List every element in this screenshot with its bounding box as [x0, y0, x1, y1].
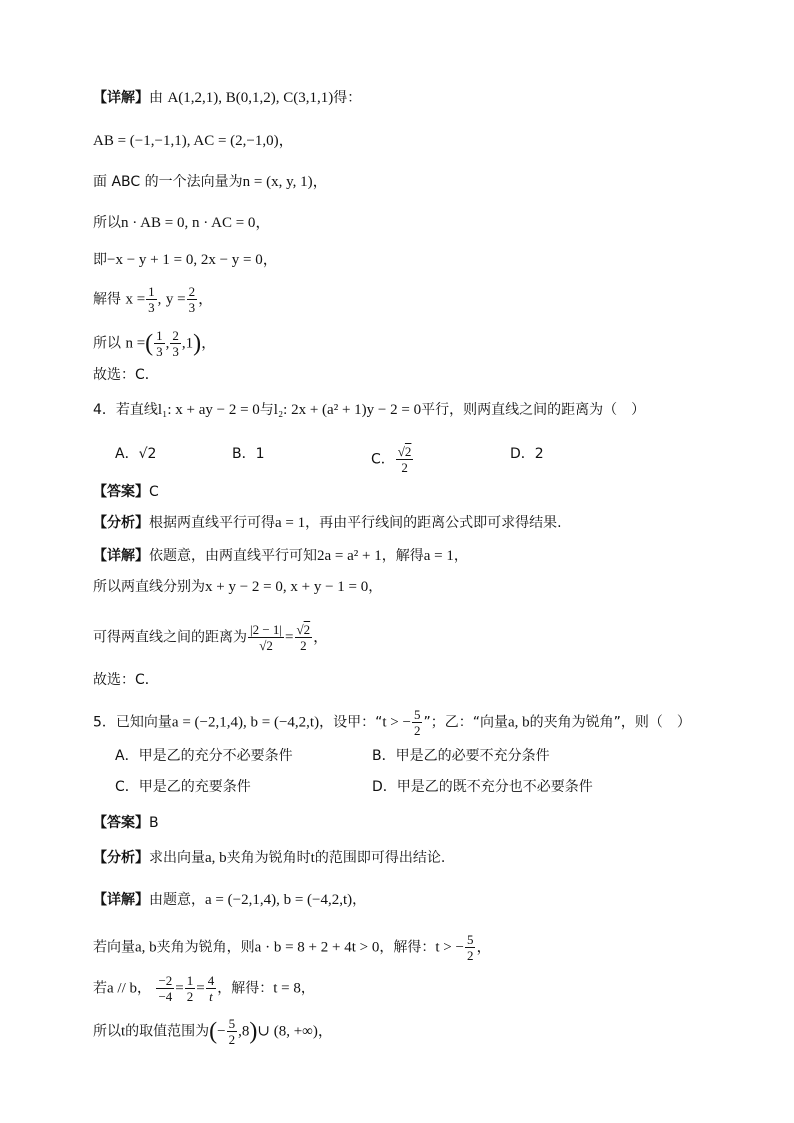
sqrt2-over-2: $\frac{√2}{2}$ [397, 444, 412, 475]
q4-option-c: C． $\frac{√2}{2}$ [371, 444, 412, 475]
fraction-two-thirds: $\frac{2}{3}$ [188, 284, 196, 315]
vectors-ab: a = (−2,1,4), b = (−4,2,t) [171, 714, 320, 731]
prev-choose: 故选：C． [93, 367, 159, 383]
q5-analysis: 【分析】求出向量a, b夹角为锐角时t的范围即可得出结论. [93, 850, 446, 866]
q4-lines: 所以两直线分别为x + y − 2 = 0, x + y − 1 = 0， [93, 579, 383, 595]
q5-parallel: 若a // b， $\frac{-2}{-4}$ = $\frac{1}{2}$ = $\frac{4}{t}$ ，解得：t = 8， [93, 973, 315, 1004]
q4-option-b: B．1 [232, 446, 265, 462]
solve-line: 解得 x = $\frac{1}{3}$ , y = $\frac{2}{3}$ ， [93, 284, 214, 315]
line-l1: l₁: x + ay − 2 = 0 [157, 402, 260, 418]
equation-line: 即−x − y + 1 = 0, 2x − y = 0， [93, 252, 278, 268]
prev-detail-line: 【详解】由 A(1,2,1), B(0,1,2), C(3,1,1)得： [93, 90, 362, 106]
normal-vector-line: 面 ABC 的一个法向量为n = (x, y, 1)， [93, 174, 328, 190]
q5-detail: 【详解】由题意，a = (−2,1,4), b = (−4,2,t)， [93, 892, 367, 908]
q4-analysis: 【分析】根据两直线平行可得a = 1，再由平行线间的距离公式即可求得结果. [93, 515, 562, 531]
q5-option-c: C．甲是乙的充要条件 [115, 779, 251, 795]
q5-acute: 若向量a, b夹角为锐角，则a · b = 8 + 2 + 4t > 0，解得：t > − $\frac{5}{2}$ ， [93, 932, 492, 963]
q5-stem: 5．已知向量a = (−2,1,4), b = (−4,2,t)，设甲：“t > − $\frac{5}{2}$ ”；乙：“向量a, b的夹角为锐角”，则（ ） [93, 707, 691, 738]
dot-formula: n · AB = 0, n · AC = 0， [121, 215, 271, 231]
q5-option-a: A．甲是乙的充分不必要条件 [115, 748, 293, 764]
distance-fraction: $\frac{|2 - 1|}{√2}$ [250, 622, 283, 653]
line-l2: l₂: 2x + (a² + 1)y − 2 = 0 [273, 402, 422, 418]
q4-choose: 故选：C． [93, 672, 159, 688]
q4-option-d: D．2 [510, 446, 544, 462]
ratio-1: $\frac{-2}{-4}$ [158, 973, 173, 1004]
q4-distance: 可得两直线之间的距离为 $\frac{|2 - 1|}{√2}$ = $\frac{√2}{2}$ ， [93, 622, 329, 653]
q4-detail: 【详解】依题意，由两直线平行可知2a = a² + 1，解得a = 1， [93, 548, 468, 564]
q5-answer: 【答案】B [93, 815, 159, 831]
q5-option-b: B．甲是乙的必要不充分条件 [372, 748, 550, 764]
points-formula: A(1,2,1), B(0,1,2), C(3,1,1) [167, 90, 334, 106]
equation-formula: −x − y + 1 = 0, 2x − y = 0， [107, 252, 278, 268]
normal-formula: n = (x, y, 1)， [242, 174, 328, 190]
dot-product-line: 所以n · AB = 0, n · AC = 0， [93, 215, 271, 231]
q4-option-a: A．√2 [115, 446, 157, 462]
vectors-formula: AB = (−1,−1,1), AC = (2,−1,0)， [93, 133, 294, 149]
q5-option-d: D．甲是乙的既不充分也不必要条件 [372, 779, 593, 795]
fraction-one-third: $\frac{1}{3}$ [148, 284, 155, 315]
q5-range: 所以t的取值范围为(− $\frac{5}{2}$ ,8)∪ (8, +∞)， [93, 1016, 333, 1047]
q4-stem: 4．若直线l₁: x + ay − 2 = 0与l₂: 2x + (a² + 1)y − 2 = 0平行，则两直线之间的距离为（ ） [93, 402, 646, 418]
result-line: 所以 n =( $\frac{1}{3}$ , $\frac{2}{3}$ ,1)， [93, 328, 217, 359]
q4-answer: 【答案】C [93, 484, 159, 500]
detail-tag: 【详解】 [93, 90, 149, 106]
